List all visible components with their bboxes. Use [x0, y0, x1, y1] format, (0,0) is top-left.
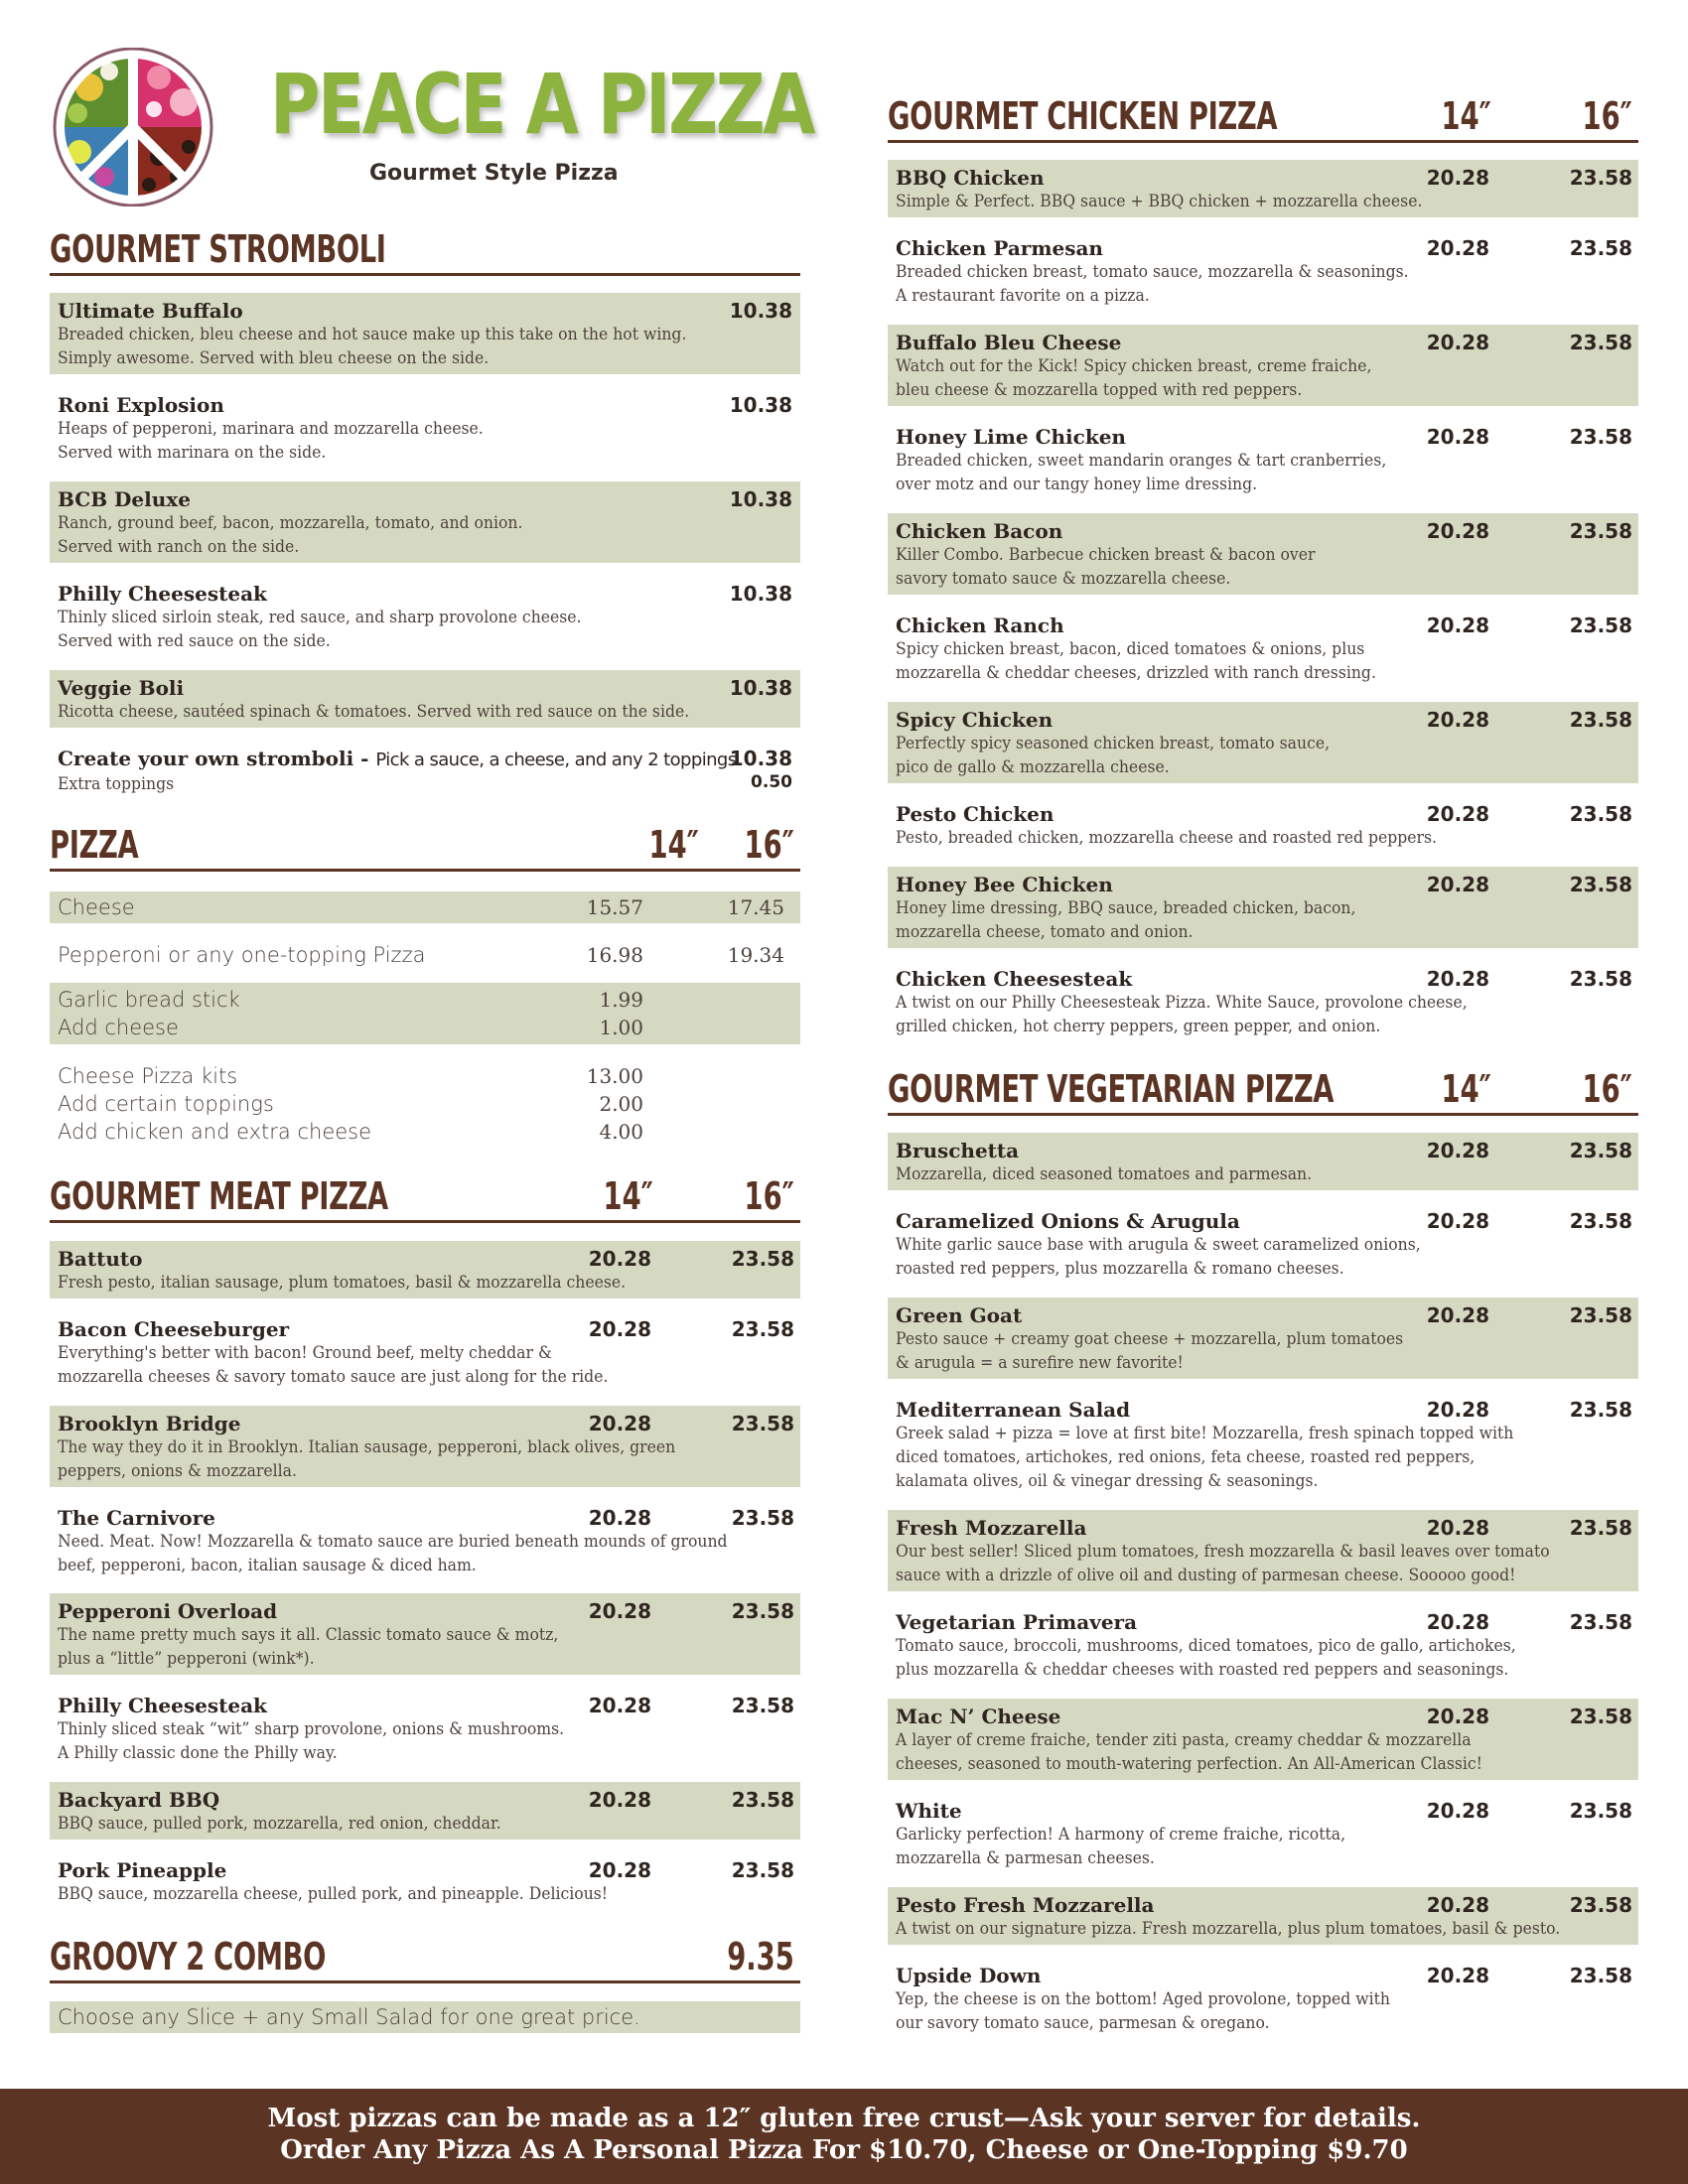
item-name: Honey Lime Chicken — [896, 425, 1126, 449]
item-name: Pesto Chicken — [896, 802, 1055, 826]
price-14: 20.28 — [1426, 236, 1489, 260]
price-16: 23.58 — [731, 1788, 794, 1812]
price-14: 20.28 — [1426, 519, 1489, 543]
veg-title: GOURMET VEGETARIAN PIZZA — [888, 1067, 1335, 1111]
item-desc: A twist on our Philly Cheesesteak Pizza. White Sauce, provolone cheese, — [896, 993, 1468, 1013]
item-desc: Thinly sliced steak “wit” sharp provolone, onions & mushrooms. — [58, 1719, 565, 1739]
create-price: 10.38 — [729, 747, 792, 770]
price-16: 23.58 — [1569, 1209, 1632, 1233]
combo-heading — [50, 1935, 800, 1983]
create-name: Create your own stromboli - — [58, 747, 376, 770]
item-name: Chicken Parmesan — [896, 236, 1103, 260]
item-desc: Spicy chicken breast, bacon, diced tomatoes & onions, plus — [896, 639, 1365, 659]
price-14: 20.28 — [588, 1858, 651, 1882]
pizza-label: Cheese — [58, 895, 135, 919]
item-desc: mozzarella & parmesan cheeses. — [896, 1848, 1155, 1868]
price-14: 20.28 — [588, 1599, 651, 1623]
menu-item — [888, 513, 1638, 595]
item-name: Roni Explosion — [58, 393, 224, 417]
item-desc: A twist on our signature pizza. Fresh mozzarella, plus plum tomatoes, basil & pesto. — [896, 1919, 1561, 1939]
item-name: Chicken Cheesesteak — [896, 967, 1133, 991]
extra-toppings-price: 0.50 — [751, 772, 792, 792]
veg-heading — [888, 1067, 1638, 1116]
item-name: Upside Down — [896, 1964, 1042, 1987]
item-name: Caramelized Onions & Arugula — [896, 1209, 1240, 1233]
menu-item — [888, 1510, 1638, 1591]
item-desc: & arugula = a surefire new favorite! — [896, 1353, 1184, 1373]
item-desc: The name pretty much says it all. Classic tomato sauce & motz, — [58, 1625, 559, 1645]
menu-item — [888, 160, 1638, 217]
item-desc: Heaps of pepperoni, marinara and mozzarella cheese. — [58, 419, 484, 439]
menu-item — [888, 1793, 1638, 1874]
item-price: 10.38 — [729, 676, 792, 700]
item-price: 10.38 — [729, 487, 792, 511]
menu-item — [888, 961, 1638, 1042]
item-name: Veggie Boli — [58, 676, 185, 700]
brand-name: PEACE A PIZZA — [270, 56, 814, 153]
pizza-label: Add certain toppings — [58, 1092, 274, 1116]
menu-item — [50, 1593, 800, 1675]
price-16: 23.58 — [1569, 1139, 1632, 1162]
item-name: Philly Cheesesteak — [58, 1694, 267, 1717]
size-16-header: 16″ — [1582, 94, 1632, 138]
price-14: 20.28 — [1426, 331, 1489, 354]
price-16: 23.58 — [731, 1247, 794, 1271]
item-desc: Simply awesome. Served with bleu cheese on the side. — [58, 348, 490, 368]
size-14-header: 14″ — [1441, 94, 1491, 138]
item-desc: Simple & Perfect. BBQ sauce + BBQ chicken + mozzarella cheese. — [896, 192, 1423, 211]
price-14: 20.28 — [1426, 873, 1489, 896]
peace-sign-icon — [50, 48, 218, 206]
item-price: 10.38 — [729, 582, 792, 606]
combo-row — [50, 2001, 800, 2033]
size-14-header: 14″ — [648, 823, 699, 867]
item-name: Ultimate Buffalo — [58, 299, 243, 323]
item-desc: Breaded chicken, bleu cheese and hot sauce make up this take on the hot wing. — [58, 325, 687, 344]
create-stromboli — [50, 741, 800, 800]
price-14: 20.28 — [1426, 614, 1489, 637]
create-note: Pick a sauce, a cheese, and any 2 toppings — [375, 750, 737, 770]
chicken-title: GOURMET CHICKEN PIZZA — [888, 94, 1278, 138]
size-14-header: 14″ — [1441, 1067, 1491, 1111]
footer-line-1: Most pizzas can be made as a 12″ gluten free crust—Ask your server for details. — [267, 2104, 1421, 2133]
meat-heading — [50, 1174, 800, 1223]
brand-tagline: Gourmet Style Pizza — [369, 161, 619, 186]
item-name: Mediterranean Salad — [896, 1398, 1131, 1422]
price-16: 23.58 — [1569, 166, 1632, 190]
menu-item — [888, 608, 1638, 689]
item-desc: Pesto sauce + creamy goat cheese + mozzarella, plum tomatoes — [896, 1329, 1404, 1349]
menu-item — [50, 481, 800, 563]
price-16: 23.58 — [1569, 1610, 1632, 1634]
menu-item — [888, 1887, 1638, 1945]
chicken-heading — [888, 94, 1638, 143]
pizza-label: Garlic bread stick — [58, 988, 240, 1012]
item-name: The Carnivore — [58, 1506, 215, 1530]
item-name: Green Goat — [896, 1303, 1023, 1327]
extra-toppings-label: Extra toppings — [58, 774, 175, 794]
price-14: 20.28 — [588, 1317, 651, 1341]
price-14: 20.28 — [1426, 1516, 1489, 1540]
menu-item — [888, 325, 1638, 406]
item-desc: Served with red sauce on the side. — [58, 631, 331, 651]
combo-price: 9.35 — [727, 1935, 794, 1979]
menu-item — [888, 1297, 1638, 1379]
price-14: 15.57 — [586, 895, 643, 919]
menu-item — [50, 293, 800, 374]
item-name: Fresh Mozzarella — [896, 1516, 1087, 1540]
menu-item — [888, 1203, 1638, 1285]
item-desc: Yep, the cheese is on the bottom! Aged provolone, topped with — [896, 1989, 1391, 2009]
size-14-header: 14″ — [603, 1174, 653, 1218]
price-16: 23.58 — [731, 1317, 794, 1341]
price-14: 20.28 — [1426, 1893, 1489, 1917]
price-14: 20.28 — [1426, 708, 1489, 732]
item-price: 10.38 — [729, 299, 792, 323]
price-14: 20.28 — [588, 1788, 651, 1812]
item-desc: plus a “little” pepperoni (wink*). — [58, 1649, 315, 1669]
item-desc: peppers, onions & mozzarella. — [58, 1461, 297, 1481]
item-name: Chicken Ranch — [896, 614, 1064, 637]
stromboli-title: GOURMET STROMBOLI — [50, 227, 386, 271]
item-desc: Perfectly spicy seasoned chicken breast, tomato sauce, — [896, 734, 1331, 753]
menu-item — [50, 1406, 800, 1487]
item-price: 10.38 — [729, 393, 792, 417]
brand-logo — [50, 48, 814, 197]
pizza-row-group — [50, 983, 800, 1044]
item-desc: Ranch, ground beef, bacon, mozzarella, tomato, and onion. — [58, 513, 523, 533]
price-14: 20.28 — [1426, 967, 1489, 991]
item-desc: Watch out for the Kick! Spicy chicken breast, creme fraiche, — [896, 356, 1372, 376]
item-desc: mozzarella cheeses & savory tomato sauce are just along for the ride. — [58, 1367, 609, 1387]
item-desc: Breaded chicken, sweet mandarin oranges & tart cranberries, — [896, 451, 1387, 471]
item-desc: pico de gallo & mozzarella cheese. — [896, 757, 1170, 777]
item-desc: plus mozzarella & cheddar cheeses with roasted red peppers and seasonings. — [896, 1660, 1509, 1680]
item-name: White — [896, 1799, 962, 1823]
price-16: 23.58 — [1569, 1398, 1632, 1422]
size-16-header: 16″ — [744, 1174, 794, 1218]
price-14: 20.28 — [1426, 1303, 1489, 1327]
item-desc: Thinly sliced sirloin steak, red sauce, and sharp provolone cheese. — [58, 608, 582, 627]
item-desc: Honey lime dressing, BBQ sauce, breaded chicken, bacon, — [896, 898, 1356, 918]
menu-item — [888, 1392, 1638, 1497]
item-desc: A restaurant favorite on a pizza. — [896, 286, 1150, 306]
price-16: 23.58 — [1569, 1516, 1632, 1540]
price-14: 20.28 — [1426, 1610, 1489, 1634]
item-name: Pesto Fresh Mozzarella — [896, 1893, 1155, 1917]
item-name: Chicken Bacon — [896, 519, 1063, 543]
item-name: Vegetarian Primavera — [896, 1610, 1138, 1634]
price-16: 23.58 — [1569, 236, 1632, 260]
item-name: Buffalo Bleu Cheese — [896, 331, 1122, 354]
price-16: 23.58 — [731, 1506, 794, 1530]
price-16: 19.34 — [727, 943, 784, 967]
price-14: 20.28 — [1426, 1398, 1489, 1422]
stromboli-heading — [50, 227, 800, 276]
item-desc: savory tomato sauce & mozzarella cheese. — [896, 569, 1231, 589]
menu-item — [888, 796, 1638, 854]
menu-item — [888, 419, 1638, 500]
menu-item — [888, 1133, 1638, 1190]
item-name: Bacon Cheeseburger — [58, 1317, 290, 1341]
item-desc: diced tomatoes, artichokes, red onions, feta cheese, roasted red peppers, — [896, 1447, 1476, 1467]
pizza-label: Pepperoni or any one-topping Pizza — [58, 943, 426, 967]
item-desc: beef, pepperoni, bacon, italian sausage & diced ham. — [58, 1556, 477, 1575]
item-desc: Ricotta cheese, sautéed spinach & tomatoes. Served with red sauce on the side. — [58, 702, 690, 722]
price-16: 23.58 — [1569, 1964, 1632, 1987]
item-name: Honey Bee Chicken — [896, 873, 1113, 896]
price-14: 1.00 — [599, 1016, 643, 1039]
price-14: 20.28 — [1426, 166, 1489, 190]
price-16: 23.58 — [1569, 1303, 1632, 1327]
menu-item — [888, 230, 1638, 312]
price-16: 23.58 — [1569, 1893, 1632, 1917]
item-desc: Our best seller! Sliced plum tomatoes, fresh mozzarella & basil leaves over tomato — [896, 1542, 1550, 1562]
item-name: BCB Deluxe — [58, 487, 191, 511]
item-desc: mozzarella & cheddar cheeses, drizzled with ranch dressing. — [896, 663, 1376, 683]
footer-banner — [0, 2089, 1688, 2184]
pizza-row — [50, 891, 800, 923]
item-desc: grilled chicken, hot cherry peppers, green pepper, and onion. — [896, 1017, 1381, 1036]
price-14: 20.28 — [588, 1694, 651, 1717]
item-desc: Greek salad + pizza = love at first bite! Mozzarella, fresh spinach topped with — [896, 1424, 1514, 1443]
menu-item — [50, 670, 800, 728]
price-14: 20.28 — [1426, 1799, 1489, 1823]
price-16: 23.58 — [1569, 708, 1632, 732]
item-name: Pork Pineapple — [58, 1858, 227, 1882]
meat-title: GOURMET MEAT PIZZA — [50, 1174, 388, 1218]
combo-title: GROOVY 2 COMBO — [50, 1935, 327, 1979]
item-desc: Pesto, breaded chicken, mozzarella cheese and roasted red peppers. — [896, 828, 1437, 848]
price-16: 23.58 — [1569, 967, 1632, 991]
menu-item — [888, 1699, 1638, 1780]
item-desc: mozzarella cheese, tomato and onion. — [896, 922, 1194, 942]
pizza-label: Add chicken and extra cheese — [58, 1120, 372, 1144]
pizza-heading — [50, 823, 800, 872]
item-name: Pepperoni Overload — [58, 1599, 278, 1623]
item-desc: White garlic sauce base with arugula & sweet caramelized onions, — [896, 1235, 1421, 1255]
price-16: 23.58 — [731, 1858, 794, 1882]
menu-item — [888, 1958, 1638, 2039]
item-desc: Everything's better with bacon! Ground beef, melty cheddar & — [58, 1343, 552, 1363]
price-16: 23.58 — [731, 1694, 794, 1717]
price-16: 23.58 — [1569, 425, 1632, 449]
price-16: 23.58 — [1569, 802, 1632, 826]
menu-item — [888, 1604, 1638, 1686]
item-name: Philly Cheesesteak — [58, 582, 267, 606]
item-desc: BBQ sauce, mozzarella cheese, pulled pork, and pineapple. Delicious! — [58, 1884, 609, 1904]
item-name: Brooklyn Bridge — [58, 1412, 241, 1435]
menu-item — [50, 387, 800, 469]
price-14: 20.28 — [1426, 802, 1489, 826]
item-desc: Breaded chicken breast, tomato sauce, mozzarella & seasonings. — [896, 262, 1409, 282]
price-14: 20.28 — [588, 1506, 651, 1530]
combo-desc: Choose any Slice + any Small Salad for one great price. — [58, 2005, 640, 2029]
item-desc: Served with marinara on the side. — [58, 443, 327, 463]
price-14: 20.28 — [1426, 1209, 1489, 1233]
menu-item — [50, 1241, 800, 1298]
pizza-row — [50, 939, 800, 971]
item-name: Backyard BBQ — [58, 1788, 220, 1812]
menu-item — [50, 1500, 800, 1581]
item-desc: Served with ranch on the side. — [58, 537, 300, 557]
item-desc: kalamata olives, oil & vinegar dressing & seasonings. — [896, 1471, 1319, 1491]
item-name: Spicy Chicken — [896, 708, 1054, 732]
price-16: 23.58 — [731, 1412, 794, 1435]
price-14: 4.00 — [599, 1120, 643, 1144]
footer-line-2: Order Any Pizza As A Personal Pizza For $10.70, Cheese or One-Topping $9.70 — [280, 2135, 1408, 2165]
price-16: 23.58 — [1569, 331, 1632, 354]
item-desc: Garlicky perfection! A harmony of creme fraiche, ricotta, — [896, 1825, 1346, 1844]
price-14: 20.28 — [1426, 425, 1489, 449]
item-desc: Tomato sauce, broccoli, mushrooms, diced tomatoes, pico de gallo, artichokes, — [896, 1636, 1516, 1656]
item-desc: The way they do it in Brooklyn. Italian sausage, pepperoni, black olives, green — [58, 1437, 676, 1457]
item-desc: our savory tomato sauce, parmesan & oregano. — [896, 2013, 1270, 2033]
price-14: 20.28 — [1426, 1139, 1489, 1162]
price-14: 2.00 — [599, 1092, 643, 1116]
item-desc: Need. Meat. Now! Mozzarella & tomato sauce are buried beneath mounds of ground — [58, 1532, 728, 1552]
pizza-label: Add cheese — [58, 1016, 179, 1039]
item-desc: cheeses, seasoned to mouth-watering perfection. An All-American Classic! — [896, 1754, 1482, 1774]
item-desc: A Philly classic done the Philly way. — [58, 1743, 338, 1763]
price-14: 13.00 — [586, 1064, 643, 1088]
item-desc: over motz and our tangy honey lime dressing. — [896, 475, 1258, 494]
menu-item — [50, 1311, 800, 1393]
price-16: 23.58 — [1569, 873, 1632, 896]
price-14: 20.28 — [588, 1247, 651, 1271]
pizza-title: PIZZA — [50, 823, 139, 867]
item-desc: Fresh pesto, italian sausage, plum tomatoes, basil & mozzarella cheese. — [58, 1273, 627, 1293]
item-desc: Killer Combo. Barbecue chicken breast & bacon over — [896, 545, 1316, 565]
price-14: 20.28 — [1426, 1964, 1489, 1987]
price-16: 17.45 — [727, 895, 784, 919]
item-desc: roasted red peppers, plus mozzarella & romano cheeses. — [896, 1259, 1344, 1279]
item-desc: sauce with a drizzle of olive oil and dusting of parmesan cheese. Sooooo good! — [896, 1566, 1516, 1585]
menu-item — [50, 1688, 800, 1769]
item-desc: bleu cheese & mozzarella topped with red peppers. — [896, 380, 1303, 400]
price-14: 1.99 — [599, 988, 643, 1012]
menu-item — [50, 576, 800, 657]
price-16: 23.58 — [1569, 614, 1632, 637]
item-name: Mac N’ Cheese — [896, 1705, 1061, 1728]
price-14: 16.98 — [586, 943, 643, 967]
size-16-header: 16″ — [1582, 1067, 1632, 1111]
menu-item — [888, 867, 1638, 948]
size-16-header: 16″ — [744, 823, 794, 867]
item-desc: Mozzarella, diced seasoned tomatoes and parmesan. — [896, 1164, 1313, 1184]
item-name: BBQ Chicken — [896, 166, 1045, 190]
menu-item — [50, 1852, 800, 1910]
price-14: 20.28 — [1426, 1705, 1489, 1728]
menu-item — [888, 702, 1638, 783]
price-16: 23.58 — [1569, 1799, 1632, 1823]
item-name: Bruschetta — [896, 1139, 1020, 1162]
price-16: 23.58 — [731, 1599, 794, 1623]
menu-item — [50, 1782, 800, 1840]
pizza-row-group — [50, 1062, 800, 1150]
pizza-label: Cheese Pizza kits — [58, 1064, 238, 1088]
price-16: 23.58 — [1569, 1705, 1632, 1728]
item-desc: A layer of creme fraiche, tender ziti pasta, creamy cheddar & mozzarella — [896, 1730, 1472, 1750]
price-14: 20.28 — [588, 1412, 651, 1435]
item-name: Battuto — [58, 1247, 143, 1271]
price-16: 23.58 — [1569, 519, 1632, 543]
item-desc: BBQ sauce, pulled pork, mozzarella, red onion, cheddar. — [58, 1814, 501, 1834]
